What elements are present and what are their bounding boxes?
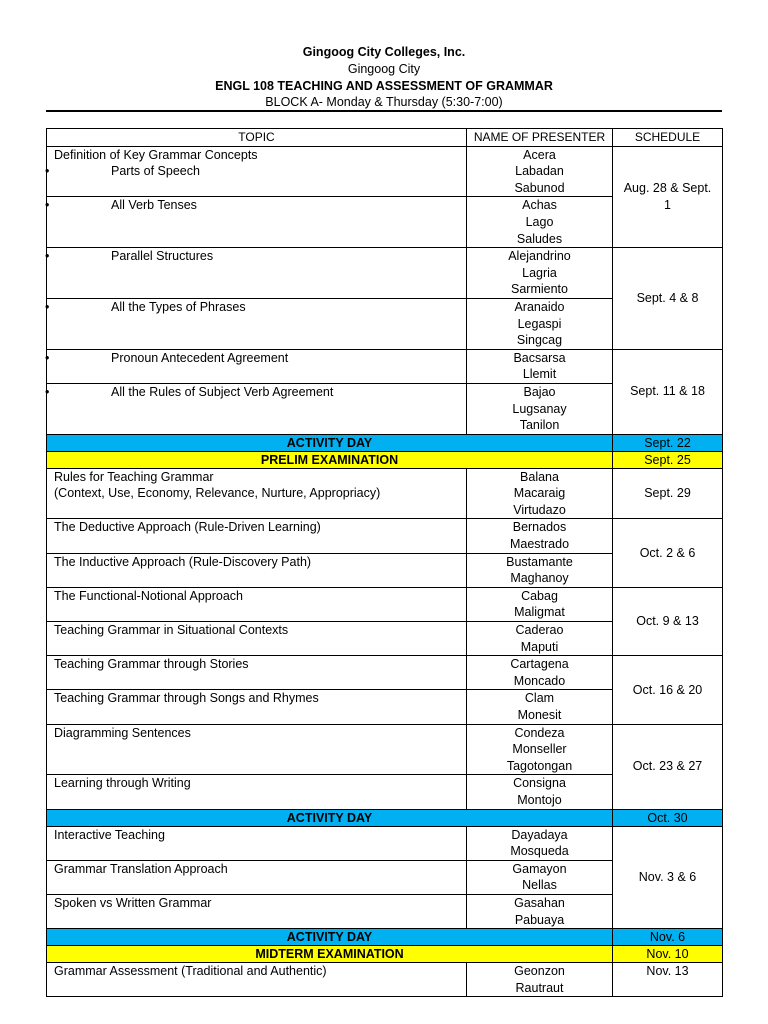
topic-cell	[47, 197, 467, 248]
presenter-cell	[467, 690, 613, 724]
topic-cell: Learning through Writing	[47, 775, 467, 809]
subtopic-text: All the Rules of Subject Verb Agreement	[111, 384, 334, 399]
presenter-name: Bernados	[512, 520, 567, 535]
presenter-name: Cabag	[521, 588, 558, 603]
presenter-name: Geonzon	[514, 964, 565, 979]
presenter-cell	[467, 963, 613, 997]
topic-text: Rules for Teaching Grammar	[54, 469, 214, 484]
schedule-cell: Sept. 4 & 8	[613, 248, 723, 350]
topic-cell	[47, 383, 467, 434]
schedule-text: 1	[664, 197, 671, 212]
presenter-cell	[467, 298, 613, 349]
presenter-name: Maputi	[520, 639, 559, 654]
presenter-column-header: NAME OF PRESENTER	[467, 129, 613, 147]
subtopic-text: Pronoun Antecedent Agreement	[111, 350, 289, 365]
presenter-cell	[467, 553, 613, 587]
event-label: ACTIVITY DAY	[47, 809, 613, 826]
presenter-name: Singcag	[516, 333, 563, 348]
presenter-cell	[467, 775, 613, 809]
table-row	[47, 146, 723, 197]
presenter-cell	[467, 656, 613, 690]
exam-row	[47, 946, 723, 963]
presenter-name: Consigna	[513, 776, 566, 791]
presenter-name: Tagotongan	[506, 758, 573, 773]
schedule-cell: Oct. 2 & 6	[613, 519, 723, 587]
bullet-icon: •	[45, 198, 50, 213]
table-row	[47, 519, 723, 553]
presenter-cell	[467, 587, 613, 621]
presenter-name: Nellas	[522, 878, 557, 893]
presenter-name: Llemit	[522, 367, 557, 382]
presenter-name: Cartagena	[510, 657, 569, 672]
presenter-name: Rautraut	[515, 980, 564, 995]
presenter-name: Tanilon	[519, 418, 560, 433]
presenter-name: Alejandrino	[508, 249, 571, 264]
topic-detail: (Context, Use, Economy, Relevance, Nurture, Appropriacy)	[54, 486, 381, 501]
schedule-cell	[613, 146, 723, 248]
schedule-cell: Oct. 16 & 20	[613, 656, 723, 724]
presenter-name: Clam	[524, 691, 555, 706]
topic-cell	[47, 298, 467, 349]
presenter-name: Aranaido	[514, 299, 565, 314]
schedule-cell: Sept. 11 & 18	[613, 349, 723, 434]
schedule-cell: Nov. 3 & 6	[613, 826, 723, 929]
topic-cell: Teaching Grammar in Situational Contexts	[47, 622, 467, 656]
presenter-name: Bacsarsa	[513, 350, 566, 365]
presenter-cell	[467, 197, 613, 248]
schedule-text: Aug. 28 & Sept.	[623, 181, 712, 196]
table-row	[47, 468, 723, 519]
presenter-cell	[467, 826, 613, 860]
schedule-cell: Sept. 29	[613, 468, 723, 519]
bullet-icon: •	[45, 164, 50, 179]
subtopic	[45, 248, 466, 265]
subtopic-text: All Verb Tenses	[111, 198, 197, 213]
presenter-name: Lago	[525, 214, 554, 229]
table-row	[47, 656, 723, 690]
event-label: PRELIM EXAMINATION	[47, 451, 613, 468]
topic-column-header: TOPIC	[47, 129, 467, 147]
activity-day-row	[47, 434, 723, 451]
topic-cell: Grammar Assessment (Traditional and Authentic)	[47, 963, 467, 997]
table-row	[47, 963, 723, 997]
presenter-name: Virtudazo	[513, 502, 566, 517]
presenter-cell	[467, 383, 613, 434]
topic-cell: The Inductive Approach (Rule-Discovery Path)	[47, 553, 467, 587]
schedule-column-header: SCHEDULE	[613, 129, 723, 147]
topic-cell: The Functional-Notional Approach	[47, 587, 467, 621]
presenter-cell	[467, 248, 613, 299]
presenter-cell	[467, 349, 613, 383]
topic-cell	[47, 468, 467, 519]
presenter-name: Legaspi	[517, 316, 562, 331]
topic-cell: Diagramming Sentences	[47, 724, 467, 775]
presenter-name: Macaraig	[513, 486, 566, 501]
presenter-name: Sarmiento	[511, 282, 568, 297]
presenter-cell	[467, 622, 613, 656]
subtopic	[45, 384, 466, 401]
presenter-name: Acera	[523, 147, 556, 162]
subtopic-text: Parallel Structures	[111, 249, 214, 264]
presenter-name: Lagria	[522, 265, 557, 280]
schedule-table	[46, 128, 723, 997]
table-row	[47, 826, 723, 860]
presenter-name: Dayadaya	[511, 827, 568, 842]
topic-cell: Grammar Translation Approach	[47, 860, 467, 894]
schedule-cell: Nov. 13	[613, 963, 723, 997]
presenter-name: Maligmat	[514, 605, 565, 620]
table-header-row	[47, 129, 723, 147]
topic-cell: Teaching Grammar through Stories	[47, 656, 467, 690]
event-date: Nov. 6	[613, 929, 723, 946]
presenter-name: Caderao	[515, 623, 564, 638]
presenter-name: Monesit	[517, 708, 562, 722]
subtopic	[45, 299, 466, 316]
presenter-cell	[467, 724, 613, 775]
subtopic	[45, 163, 466, 180]
topic-cell: Teaching Grammar through Songs and Rhymes	[47, 690, 467, 724]
presenter-cell	[467, 519, 613, 553]
presenter-name: Sabunod	[514, 180, 565, 195]
presenter-name: Balana	[520, 469, 559, 484]
presenter-cell	[467, 894, 613, 928]
presenter-name: Condeza	[514, 725, 565, 740]
presenter-cell	[467, 860, 613, 894]
presenter-name: Lugsanay	[512, 401, 567, 416]
table-row	[47, 248, 723, 299]
topic-cell	[47, 248, 467, 299]
bullet-icon: •	[45, 350, 50, 365]
topic-cell	[47, 146, 467, 197]
event-label: ACTIVITY DAY	[47, 434, 613, 451]
subtopic	[45, 350, 466, 367]
presenter-name: Mosqueda	[510, 844, 569, 859]
course-title: ENGL 108 TEACHING AND ASSESSMENT OF GRAMMAR	[215, 79, 553, 93]
presenter-name: Maestrado	[509, 537, 570, 552]
bullet-icon: •	[45, 299, 50, 314]
presenter-name: Bajao	[523, 384, 556, 399]
presenter-name: Bustamante	[506, 554, 573, 569]
presenter-name: Maghanoy	[510, 571, 569, 586]
schedule-cell: Oct. 9 & 13	[613, 587, 723, 655]
table-row	[47, 724, 723, 775]
bullet-icon: •	[45, 384, 50, 399]
event-label: ACTIVITY DAY	[47, 929, 613, 946]
activity-day-row	[47, 929, 723, 946]
subtopic	[45, 197, 466, 214]
school-name: Gingoog City Colleges, Inc.	[302, 45, 466, 59]
presenter-name: Pabuaya	[514, 912, 565, 927]
header-divider	[46, 110, 722, 112]
subtopic-text: Parts of Speech	[111, 164, 200, 179]
schedule-cell: Oct. 23 & 27	[613, 724, 723, 809]
subtopic-text: All the Types of Phrases	[111, 299, 246, 314]
topic-cell: Interactive Teaching	[47, 826, 467, 860]
event-date: Nov. 10	[613, 946, 723, 963]
activity-day-row	[47, 809, 723, 826]
presenter-cell	[467, 468, 613, 519]
presenter-name: Monseller	[512, 742, 567, 757]
block-schedule: BLOCK A- Monday & Thursday (5:30-7:00)	[265, 95, 503, 109]
table-row	[47, 349, 723, 383]
presenter-cell	[467, 146, 613, 197]
presenter-name: Achas	[522, 198, 557, 213]
topic-cell: Spoken vs Written Grammar	[47, 894, 467, 928]
topic-text: Definition of Key Grammar Concepts	[54, 147, 258, 162]
event-label: MIDTERM EXAMINATION	[47, 946, 613, 963]
presenter-name: Montojo	[517, 792, 562, 807]
table-row	[47, 587, 723, 621]
event-date: Sept. 22	[613, 434, 723, 451]
event-date: Sept. 25	[613, 451, 723, 468]
presenter-name: Gamayon	[512, 861, 567, 876]
topic-cell: The Deductive Approach (Rule-Driven Learning)	[47, 519, 467, 553]
presenter-name: Labadan	[515, 164, 564, 179]
presenter-name: Saludes	[516, 231, 563, 246]
exam-row	[47, 451, 723, 468]
event-date: Oct. 30	[613, 809, 723, 826]
bullet-icon: •	[45, 249, 50, 264]
topic-cell	[47, 349, 467, 383]
presenter-name: Gasahan	[514, 895, 565, 910]
presenter-name: Moncado	[513, 673, 566, 688]
city-name: Gingoog City	[347, 62, 421, 76]
